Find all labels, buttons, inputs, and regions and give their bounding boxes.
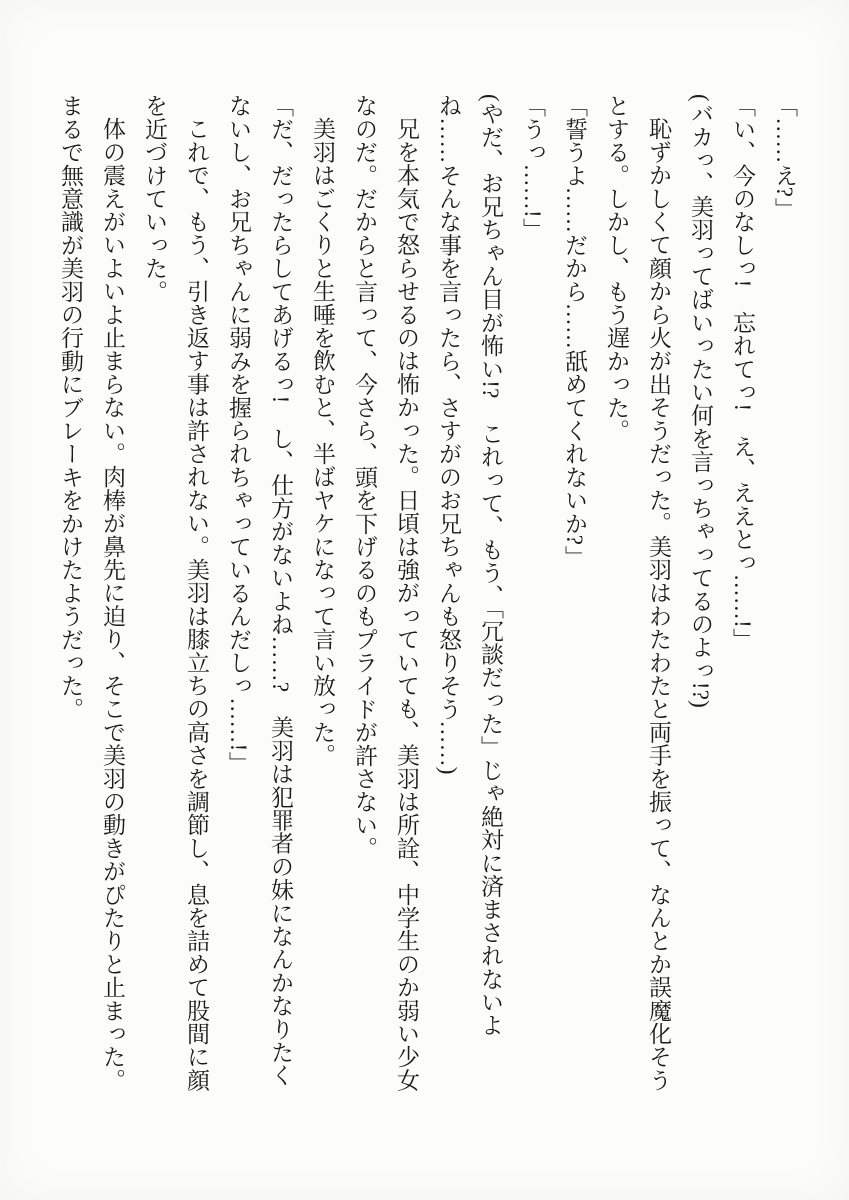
paragraph: 美羽はごくりと生唾を飲むと、半ばヤケになって言い放った。 — [310, 117, 335, 767]
paragraph: (バカっ、美羽ってばいったい何を言っちゃってるのよっ!?) — [688, 94, 713, 708]
paragraph: 「誓うよ……だから……舐めてくれないか?」 — [562, 94, 587, 569]
paragraph: 兄を本気で怒らせるのは怖かった。日頃は強がっていても、美羽は所詮、中学生のか弱い少女なのだ。だからと言って、今さら、頭を下げるのもプライドが許さない。 — [352, 94, 419, 1092]
page-text — [49, 94, 805, 1106]
paragraph: これで、もう、引き返す事は許されない。美羽は膝立ちの高さを調節し、息を詰めて股間に顔を近づけていった。 — [142, 94, 209, 1092]
paragraph: (やだ、お兄ちゃん目が怖い!? これって、もう、「冗談だった」じゃ絶対に済まされないよね……そんな事を言ったら、さすがのお兄ちゃんも怒りそう……) — [436, 94, 503, 1037]
paragraph: 恥ずかしくて顔から火が出そうだった。美羽はわたわたと両手を振って、なんとか誤魔化そうとする。しかし、もう遅かった。 — [604, 94, 671, 1092]
paragraph: 「だ、だったらしてあげるっ! し、仕方がないよね……? 美羽は犯罪者の妹になんかなりたくないし、お兄ちゃんに弱みを握られちゃっているんだしっ……!」 — [226, 94, 293, 1087]
paragraph: 「うっ……!」 — [520, 94, 545, 242]
paragraph: 体の震えがいよいよ止まらない。肉棒が鼻先に迫り、そこで美羽の動きがぴたりと止まった。まるで無意識が美羽の行動にブレーキをかけたようだった。 — [58, 94, 125, 1092]
paragraph: 「……え?」 — [772, 94, 797, 221]
paragraph: 「い、今のなしっ! 忘れてっ! え、ええとっ……!」 — [730, 94, 755, 652]
